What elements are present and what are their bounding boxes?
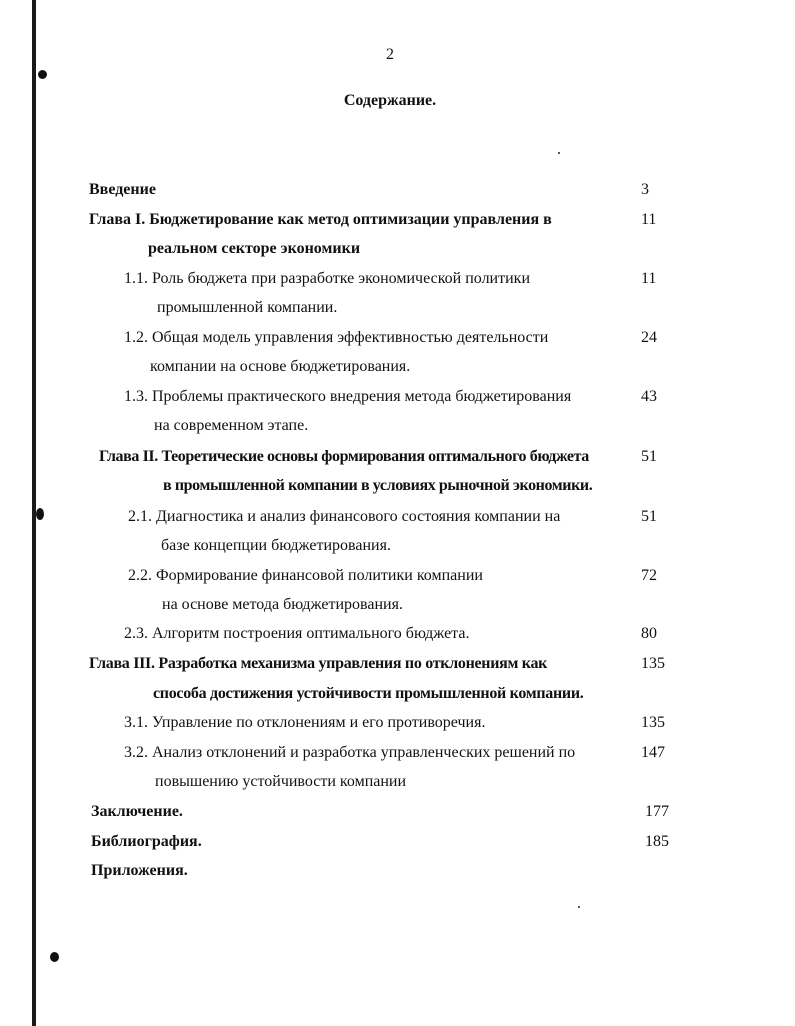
scan-speck [578,906,580,908]
toc-chapter-2-page: 51 [641,448,657,465]
toc-chapter-1-line1: Глава I. Бюджетирование как метод оптимизации управления в [89,211,552,228]
toc-section-1-1-page: 11 [641,270,657,287]
binder-hole-mark-middle [36,508,44,520]
toc-section-1-2-line1: 1.2. Общая модель управления эффективностью деятельности [124,329,549,346]
toc-section-3-1-line1: 3.1. Управление по отклонениям и его противоречия. [124,714,486,731]
toc-chapter-1-page: 11 [641,211,657,228]
toc-section-2-1-line1: 2.1. Диагностика и анализ финансового состояния компании на [128,508,561,525]
binder-hole-mark-top [38,70,47,79]
page-number: 2 [386,46,394,63]
toc-conclusion: Заключение. [91,803,183,820]
toc-intro-page: 3 [641,181,649,198]
scan-speck [558,152,560,154]
toc-section-1-3-line1: 1.3. Проблемы практического внедрения метода бюджетирования [124,388,572,405]
toc-chapter-3-line1: Глава III. Разработка механизма управления по отклонениям как [89,655,548,672]
toc-section-3-2-line1: 3.2. Анализ отклонений и разработка управленческих решений по [124,744,576,761]
toc-section-1-3-page: 43 [641,388,657,405]
page-title: Содержание. [343,92,437,109]
toc-appendix: Приложения. [91,862,188,879]
toc-section-2-3-line1: 2.3. Алгоритм построения оптимального бюджета. [124,625,470,642]
toc-section-1-1-line1: 1.1. Роль бюджета при разработке экономической политики [124,270,531,287]
toc-bibliography-page: 185 [645,833,669,850]
toc-section-2-3-page: 80 [641,625,657,642]
toc-conclusion-page: 177 [645,803,669,820]
toc-section-2-2-line2: на основе метода бюджетирования. [162,596,403,613]
toc-section-2-1-line2: базе концепции бюджетирования. [161,537,391,554]
toc-section-2-2-line1: 2.2. Формирование финансовой политики компании [128,567,483,584]
toc-chapter-2-line2: в промышленной компании в условиях рыночной экономики. [163,477,593,494]
toc-section-1-2-line2: компании на основе бюджетирования. [150,358,411,375]
toc-chapter-3-line2: способа достижения устойчивости промышленной компании. [153,685,584,702]
toc-section-2-1-page: 51 [641,508,657,525]
binder-hole-mark-bottom [50,952,59,962]
toc-section-2-2-page: 72 [641,567,657,584]
toc-chapter-3-page: 135 [641,655,665,672]
toc-section-1-3-line2: на современном этапе. [154,417,309,434]
toc-section-3-1-page: 135 [641,714,665,731]
toc-section-3-2-line2: повышению устойчивости компании [155,773,407,790]
toc-chapter-2-line1: Глава II. Теоретические основы формирования оптимального бюджета [99,448,589,465]
toc-section-1-2-page: 24 [641,329,657,346]
toc-bibliography: Библиография. [91,833,202,850]
toc-chapter-1-line2: реальном секторе экономики [148,240,361,257]
toc-section-3-2-page: 147 [641,744,665,761]
toc-intro: Введение [89,181,156,198]
toc-section-1-1-line2: промышленной компании. [157,299,338,316]
